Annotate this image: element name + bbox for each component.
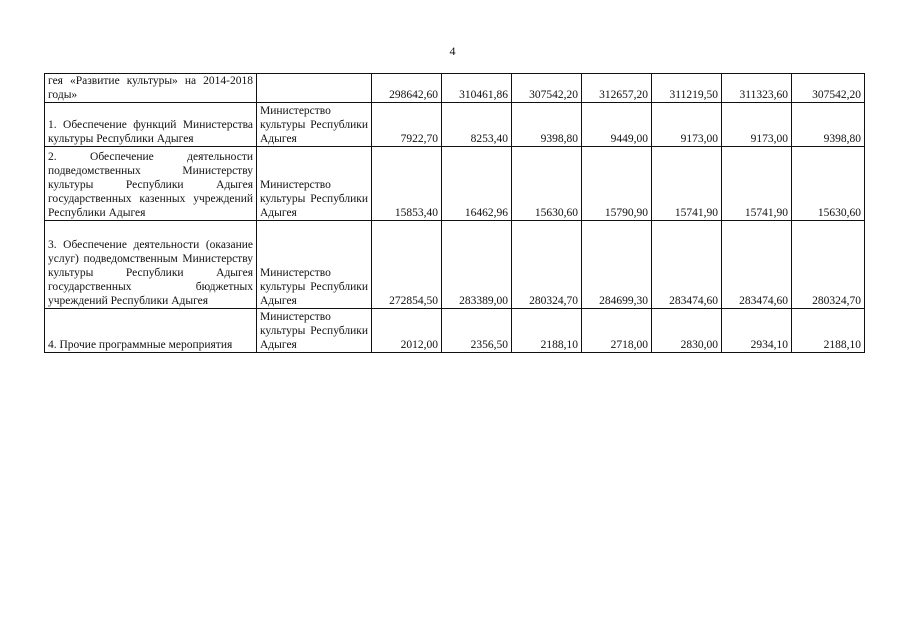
value-cell: 9398,80 [512,103,582,147]
program-name-cell: 4. Прочие программные мероприятия [45,309,257,353]
table-row [45,147,865,221]
value-cell: 2188,10 [512,309,582,353]
value-cell: 312657,20 [582,74,652,103]
program-name-cell: 2. Обеспечение деятельности подведомственных Министерству культуры Республики Адыгея государственных казенных учреждений Республики Адыгея [45,147,257,221]
program-name-cell: 3. Обеспечение деятельности (оказание услуг) подведомственным Министерству культуры Республики Адыгея государственных бюджетных учреждений Республики Адыгея [45,221,257,309]
budget-table [44,73,865,353]
value-cell: 310461,86 [442,74,512,103]
value-cell: 2356,50 [442,309,512,353]
table-row [45,74,865,103]
value-cell: 15630,60 [512,147,582,221]
value-cell: 2830,00 [652,309,722,353]
value-cell: 15741,90 [722,147,792,221]
value-cell: 311219,50 [652,74,722,103]
value-cell: 9398,80 [792,103,865,147]
value-cell: 9449,00 [582,103,652,147]
value-cell: 283474,60 [652,221,722,309]
value-cell: 311323,60 [722,74,792,103]
value-cell: 2012,00 [372,309,442,353]
value-cell: 298642,60 [372,74,442,103]
value-cell: 280324,70 [792,221,865,309]
value-cell: 307542,20 [792,74,865,103]
value-cell: 2188,10 [792,309,865,353]
value-cell: 2718,00 [582,309,652,353]
table-body [45,74,865,353]
executor-cell: Министерство культуры Республики Адыгея [257,309,372,353]
value-cell: 7922,70 [372,103,442,147]
value-cell: 284699,30 [582,221,652,309]
executor-cell: Министерство культуры Республики Адыгея [257,147,372,221]
table-row [45,309,865,353]
program-name-cell: гея «Развитие культуры» на 2014-2018 годы» [45,74,257,103]
value-cell: 8253,40 [442,103,512,147]
executor-cell [257,74,372,103]
value-cell: 15790,90 [582,147,652,221]
value-cell: 15853,40 [372,147,442,221]
value-cell: 15630,60 [792,147,865,221]
table-row [45,221,865,309]
value-cell: 16462,96 [442,147,512,221]
value-cell: 2934,10 [722,309,792,353]
value-cell: 283389,00 [442,221,512,309]
value-cell: 9173,00 [722,103,792,147]
value-cell: 307542,20 [512,74,582,103]
table-row [45,103,865,147]
value-cell: 9173,00 [652,103,722,147]
executor-cell: Министерство культуры Республики Адыгея [257,103,372,147]
value-cell: 15741,90 [652,147,722,221]
value-cell: 280324,70 [512,221,582,309]
page-number: 4 [449,44,456,58]
program-name-cell: 1. Обеспечение функций Министерства культуры Республики Адыгея [45,103,257,147]
value-cell: 272854,50 [372,221,442,309]
value-cell: 283474,60 [722,221,792,309]
executor-cell: Министерство культуры Республики Адыгея [257,221,372,309]
